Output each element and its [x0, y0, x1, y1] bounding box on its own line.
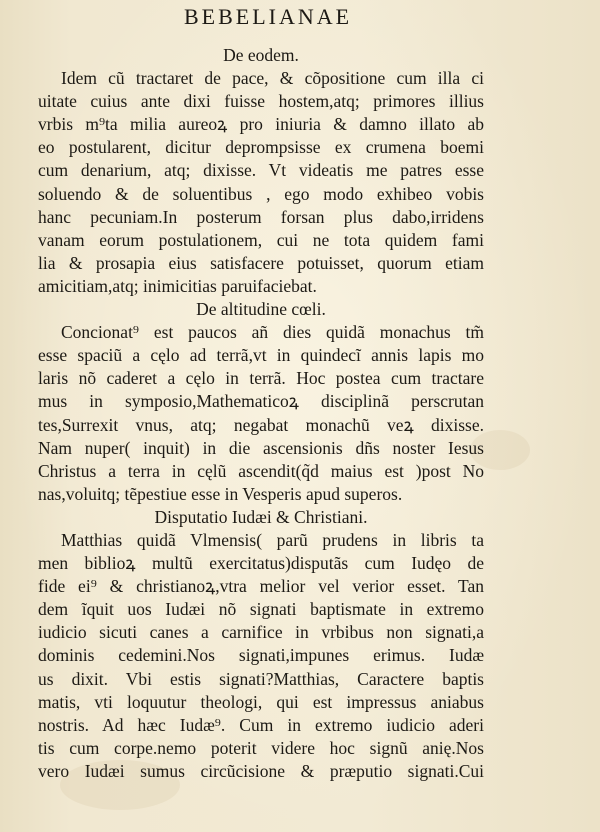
- text-line: nostris. Ad hæc Iudæ⁹. Cum in extremo iudicio aderi: [38, 714, 484, 735]
- text-line: men biblioꝝ multũ exercitatus)disputãs cum Iudęo de: [38, 553, 484, 574]
- text-line: esse spaciũ a cęlo ad terrã,vt in quindecĩ annis lapis mo: [38, 345, 484, 366]
- text-line: tes,Surrexit vnus, atq; negabat monachũ veꝝ dixisse.: [38, 414, 484, 435]
- text-line: soluendo & de soluentibus , ego modo exhibeo vobis: [38, 183, 484, 204]
- text-line: nas,voluitq; tẽpestiue esse in Vesperis apud superos.: [38, 483, 403, 504]
- text-line: Christus a terra in cęlũ ascendit(q̃d maius est )post No: [38, 460, 484, 481]
- section-heading: De eodem.: [223, 45, 299, 65]
- text-line: uitate cuius ante dixi fuisse hostem,atq; primores illius: [38, 91, 484, 112]
- text-line: Idem cũ tractaret de pace, & cõpositione cum illa ci: [61, 68, 484, 89]
- text-line: vanam eorum postulationem, cui ne tota quidem fami: [38, 229, 484, 250]
- text-line: tis cum corpe.nemo poterit videre hoc signũ anię.Nos: [38, 737, 484, 758]
- text-line: us dixit. Vbi estis signati?Matthias, Caractere baptis: [38, 668, 484, 689]
- section-heading: Disputatio Iudæi & Christiani.: [154, 506, 368, 527]
- running-header: BEBELIANAE: [184, 4, 353, 29]
- text-line: matis, vti loquutur theologi, qui est impressus aniabus: [38, 691, 484, 712]
- body-text: [38, 44, 484, 783]
- text-line: vero Iudæi sumus circũcisione & præputio signati.Cui: [38, 760, 484, 781]
- section-heading: De altitudine cœli.: [196, 299, 326, 320]
- text-line: vrbis m⁹ta milia aureoꝝ pro iniuria & damno illato ab: [38, 114, 484, 135]
- text-line: lia & prosapia eius satisfacere potuisset, quorum etiam: [38, 252, 484, 273]
- text-line: hanc pecuniam.In posterum forsan plus dabo,irridens: [38, 206, 484, 227]
- text-line: eo postularent, dicitur deprompsisse ex crumena boemi: [38, 137, 484, 158]
- text-line: iudicio sicuti canes a carnifice in vrbibus non signati,a: [38, 622, 484, 643]
- text-line: cum denarium, atq; dixisse. Vt videatis me patres esse: [38, 160, 484, 181]
- text-line: fide ei⁹ & christianoꝝ,vtra melior vel verior esset. Tan: [38, 576, 484, 597]
- text-line: laris nõ caderet a cęlo in terrã. Hoc postea cum tractare: [38, 368, 484, 389]
- text-line: amicitiam,atq; inimicitias paruifaciebat.: [38, 275, 317, 296]
- text-line: mus in symposio,Mathematicoꝝ disciplinã perscrutan: [38, 391, 484, 412]
- text-line: dominis cedemini.Nos signati,impunes erimus. Iudæ: [38, 645, 484, 666]
- text-line: dem ĩquit uos Iudæi nõ signati baptismate in extremo: [38, 599, 484, 620]
- text-line: Matthias quidã Vlmensis( parũ prudens in libris ta: [61, 529, 484, 550]
- text-line: Concionat⁹ est paucos añ dies quidã monachus tm̃: [61, 322, 484, 343]
- text-line: Nam nuper( inquit) in die ascensionis dñs noster Iesus: [38, 437, 484, 458]
